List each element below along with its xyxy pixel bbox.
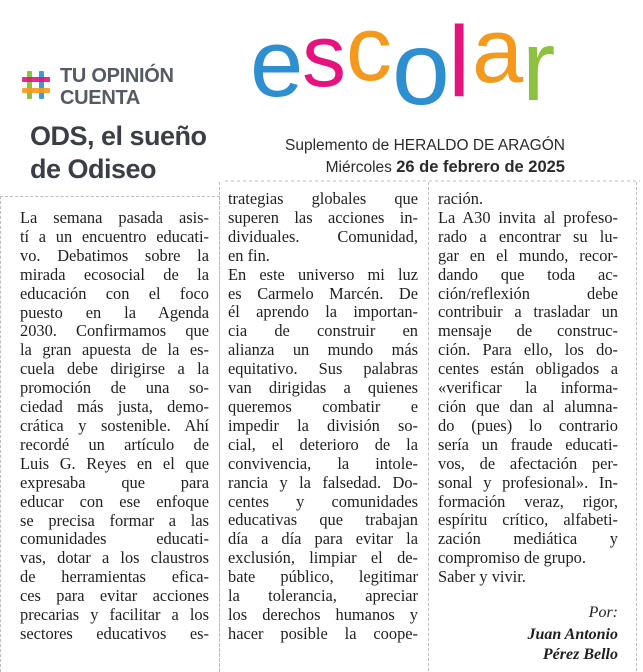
section-tag xyxy=(10,60,215,108)
article-line: convivencia, la intole- xyxy=(228,453,418,473)
article-line: sonal y profesional». In- xyxy=(438,472,618,492)
article-line: superen las acciones in- xyxy=(228,207,418,227)
article-line: la tolerancia, apreciar xyxy=(228,586,418,606)
article-line: cia de construir en xyxy=(228,321,418,341)
supplement-line: Suplemento de HERALDO DE ARAGÓN xyxy=(285,137,565,154)
article-line: educativas que trabajan xyxy=(228,510,418,530)
logo-letter-o: o xyxy=(392,11,450,120)
article-line: vos, de afectación per- xyxy=(438,453,618,473)
article-line: hacer posible la coope- xyxy=(228,623,418,643)
article-line: tí a un encuentro educati- xyxy=(20,226,209,246)
article-line: 2030. Confirmamos que xyxy=(20,321,209,341)
article-line: equitativo. Sus palabras xyxy=(228,359,418,379)
article-line: En este universo mi luz xyxy=(228,264,418,284)
article-line: comunidades educati- xyxy=(20,529,209,549)
logo-letter-r: r xyxy=(522,10,556,120)
article-line: ración. xyxy=(438,189,484,208)
column-frame-2 xyxy=(219,182,221,671)
article-line: ción/reflexión debe xyxy=(438,283,618,303)
article-line: mensaje de construc- xyxy=(438,321,618,341)
column-frame-4 xyxy=(636,182,638,671)
byline-label: Por: xyxy=(588,604,618,621)
article-line: «verificar la informa- xyxy=(438,378,618,398)
article-line: impedir la división so- xyxy=(228,415,418,435)
article-line: vo. Debatimos sobre la xyxy=(20,245,209,265)
article-line: bate público, legitimar xyxy=(228,567,418,587)
article-line: exclusión, limpiar el de- xyxy=(228,548,418,568)
column-frame-3 xyxy=(428,182,430,671)
article-line: la gran apuesta de la es- xyxy=(20,340,209,360)
article-line: dividuales. Comunidad, xyxy=(228,226,418,246)
article-line: alianza un mundo más xyxy=(228,340,418,360)
date-line xyxy=(255,157,565,178)
article-line: gar en el mundo, recor- xyxy=(438,245,618,265)
section-title-line-2: CUENTA xyxy=(60,87,141,109)
article-line: se precisa formar a las xyxy=(20,510,209,530)
author-name-line-2: Pérez Bello xyxy=(542,646,618,663)
article-line: mirada ecosocial de la xyxy=(20,264,209,284)
article-line: Saber y vivir. xyxy=(438,567,526,587)
page-title: ODS, el sueño de Odiseo xyxy=(30,121,207,184)
article-line: La semana pasada asis- xyxy=(20,208,209,227)
article-column-2 xyxy=(228,190,418,644)
article-line: precarias y facilitar a los xyxy=(20,605,209,625)
article-line: rado a encontrar su lu- xyxy=(438,226,618,246)
author-name-line-1: Juan Antonio xyxy=(527,626,618,643)
weekday: Miércoles xyxy=(325,159,392,176)
hashtag-icon xyxy=(20,69,52,101)
article-line: queremos combatir e xyxy=(228,396,418,416)
article-line: expresaba que para xyxy=(20,472,209,492)
article-line: centes y comunidades xyxy=(228,491,418,511)
article-line: dando que toda ac- xyxy=(438,264,618,284)
logo-letter-s: s xyxy=(302,8,346,105)
article-line: zación mediática y xyxy=(438,529,618,549)
article-line: crática y sostenible. Ahí xyxy=(20,415,209,435)
article-line: educar con ese enfoque xyxy=(20,491,209,511)
article-line: contribuir a trasladar un xyxy=(438,302,618,322)
article-line: ción. Para ello, los do- xyxy=(438,340,618,360)
article-line: centes están obligados a xyxy=(438,359,618,379)
article-line: La A30 invita al profeso- xyxy=(438,207,618,227)
article-line: educación con el foco xyxy=(20,283,209,303)
article-line: compromiso de grupo. xyxy=(438,548,586,568)
article-line: puesto en la Agenda xyxy=(20,302,209,322)
article-line: rancia y la falsedad. Do- xyxy=(228,472,418,492)
logo-letter-c: c xyxy=(346,8,392,100)
article-column-3 xyxy=(438,190,618,587)
article-line: recordé un artículo de xyxy=(20,434,209,454)
article-column-1 xyxy=(20,209,209,644)
article-line: ces para evitar acciones xyxy=(20,586,209,606)
article-line: es Carmelo Marcén. De xyxy=(228,283,418,303)
article-line: cuela debe dirigirse a la xyxy=(20,359,209,379)
logo-letter-e: e xyxy=(250,10,304,117)
article-line: él aprendo la importan- xyxy=(228,302,418,322)
article-line: formación veraz, rigor, xyxy=(438,491,618,511)
article-line: los derechos humanos y xyxy=(228,604,418,624)
article-line: en fin. xyxy=(228,245,270,265)
article-line: Luis G. Reyes en el que xyxy=(20,453,209,473)
article-line: sectores educativos es- xyxy=(20,623,209,643)
logo-letter-l: l xyxy=(448,8,471,118)
escolar-logo xyxy=(250,8,595,120)
article-line: espíritu crítico, alfabeti- xyxy=(438,510,618,530)
article-line: ción que dan al alumna- xyxy=(438,396,618,416)
header-divider xyxy=(225,180,640,182)
article-line: día a día para evitar la xyxy=(228,529,418,549)
article-line: ciedad más justa, demo- xyxy=(20,397,209,417)
publication-date: 26 de febrero de 2025 xyxy=(396,158,565,176)
article-line: cial, el deterioro de la xyxy=(228,434,418,454)
article-line: vas, dotar a los claustros xyxy=(20,548,209,568)
section-title-line-1: TU OPINIÓN xyxy=(60,65,174,87)
article-line: trategias globales que xyxy=(228,189,418,208)
article-line: de herramientas efica- xyxy=(20,567,209,587)
article-line: promoción de una so- xyxy=(20,378,209,398)
article-line: sería un fraude educati- xyxy=(438,434,618,454)
article-line: do (pues) lo contrario xyxy=(438,415,618,435)
logo-letter-a: a xyxy=(472,8,524,102)
article-line: van dirigidas a quienes xyxy=(228,378,418,398)
